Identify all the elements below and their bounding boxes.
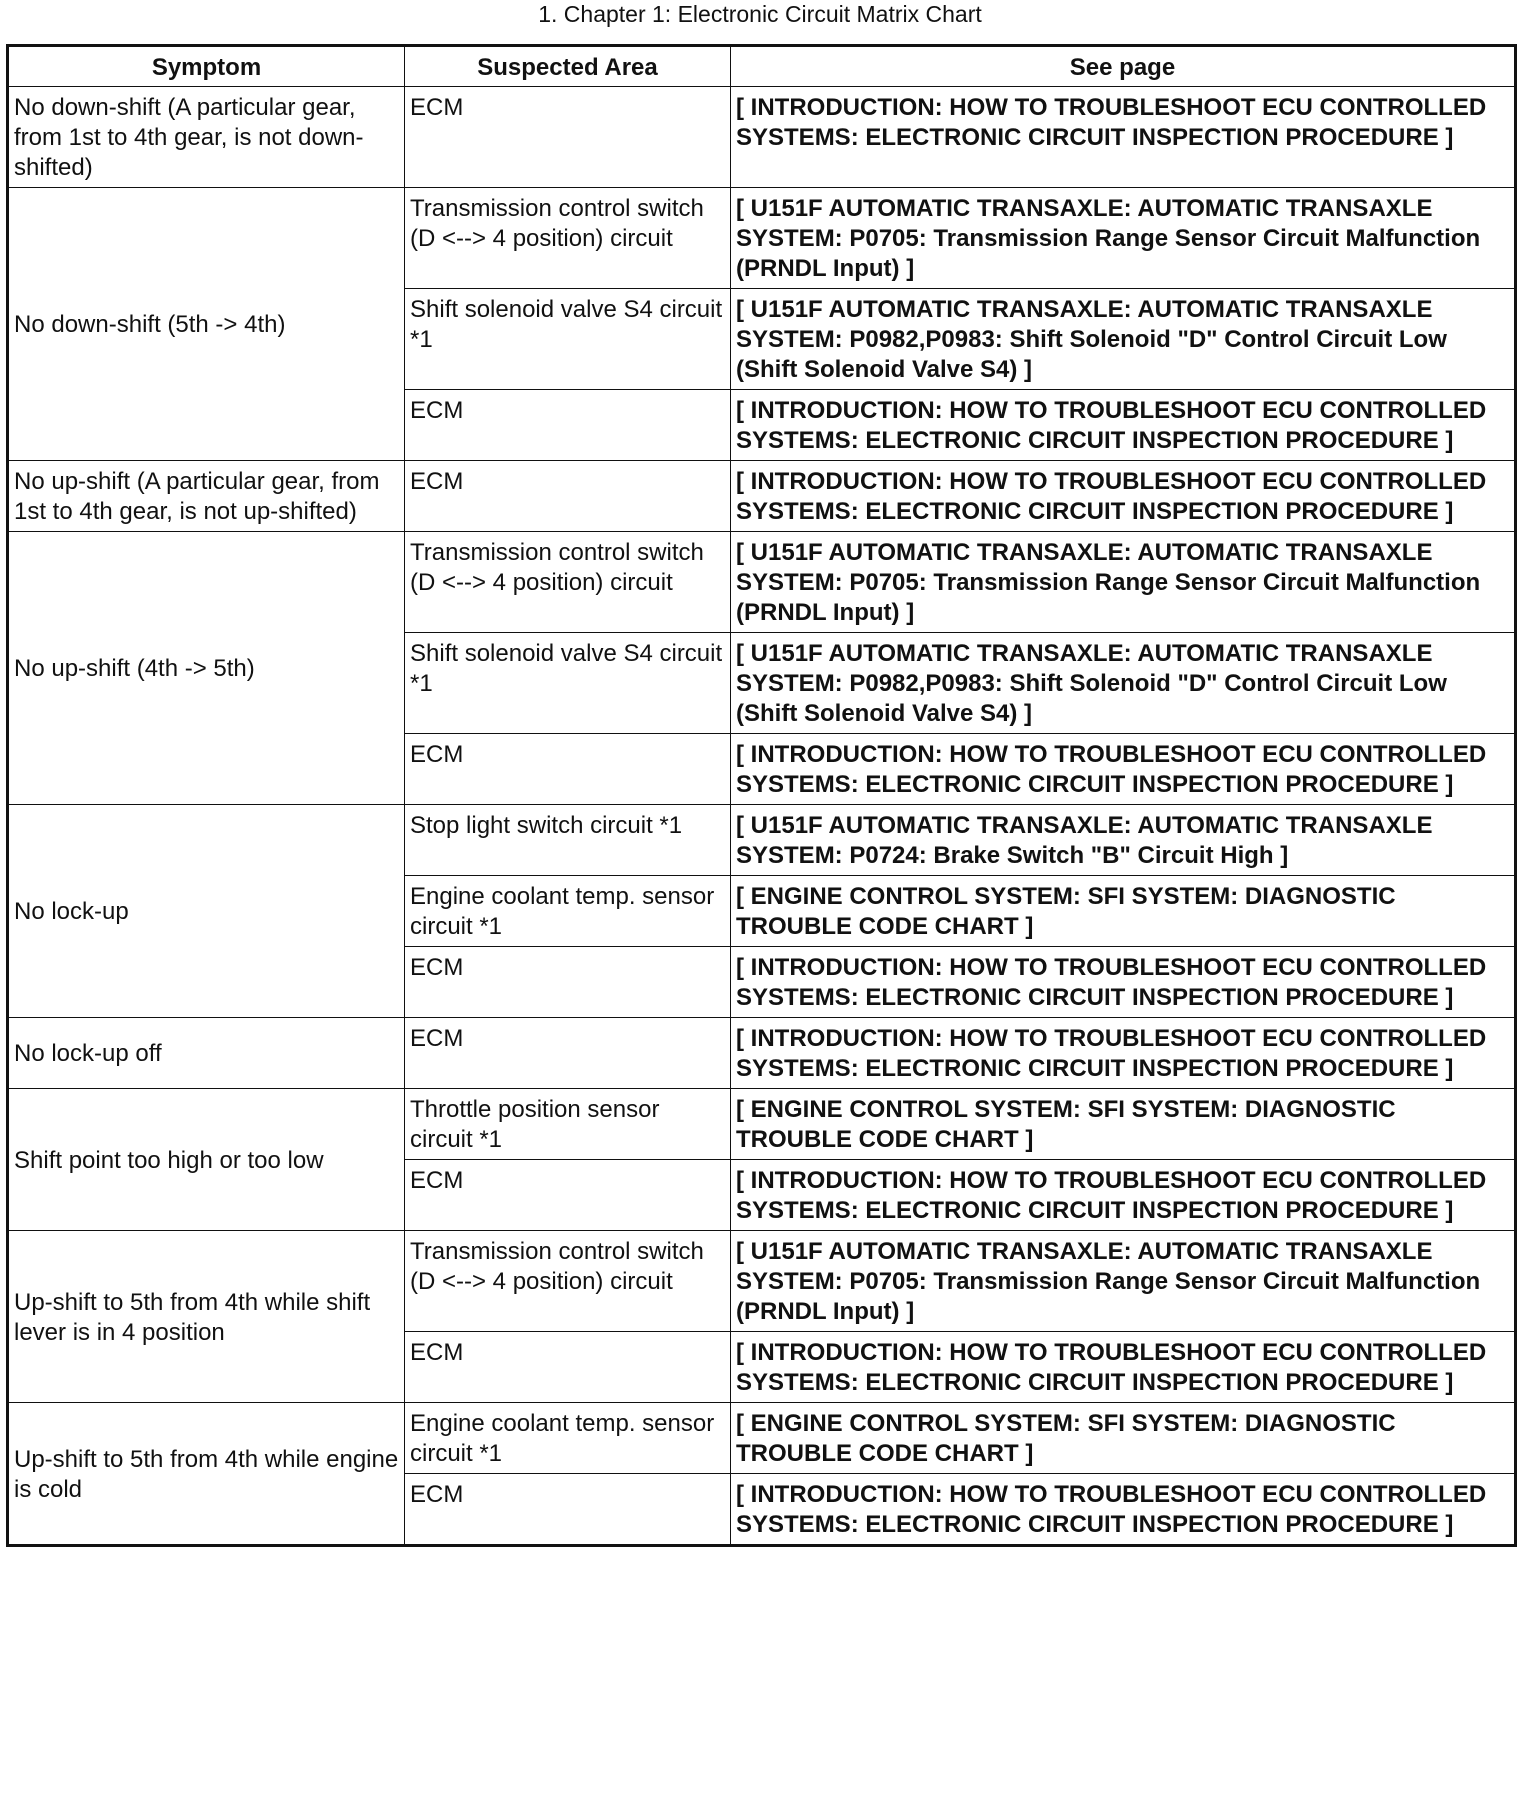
symptom-cell: No up-shift (4th -> 5th) (8, 532, 405, 805)
see-page-link[interactable]: [ ENGINE CONTROL SYSTEM: SFI SYSTEM: DIAGNOSTIC TROUBLE CODE CHART ] (731, 1089, 1516, 1160)
suspected-area-cell: Engine coolant temp. sensor circuit *1 (405, 876, 731, 947)
see-page-link[interactable]: [ INTRODUCTION: HOW TO TROUBLESHOOT ECU CONTROLLED SYSTEMS: ELECTRONIC CIRCUIT INSPECTION PROCEDURE ] (731, 1160, 1516, 1231)
see-page-link[interactable]: [ ENGINE CONTROL SYSTEM: SFI SYSTEM: DIAGNOSTIC TROUBLE CODE CHART ] (731, 1403, 1516, 1474)
see-page-link[interactable]: [ INTRODUCTION: HOW TO TROUBLESHOOT ECU CONTROLLED SYSTEMS: ELECTRONIC CIRCUIT INSPECTION PROCEDURE ] (731, 461, 1516, 532)
symptom-cell: No up-shift (A particular gear, from 1st to 4th gear, is not up-shifted) (8, 461, 405, 532)
table-row (8, 188, 1516, 289)
table-header-row (8, 46, 1516, 87)
table-row (8, 1089, 1516, 1160)
suspected-area-cell: ECM (405, 390, 731, 461)
suspected-area-cell: ECM (405, 1332, 731, 1403)
suspected-area-cell: ECM (405, 734, 731, 805)
see-page-link[interactable]: [ INTRODUCTION: HOW TO TROUBLESHOOT ECU CONTROLLED SYSTEMS: ELECTRONIC CIRCUIT INSPECTION PROCEDURE ] (731, 1474, 1516, 1546)
suspected-area-cell: Transmission control switch (D <--> 4 position) circuit (405, 1231, 731, 1332)
symptom-cell: No lock-up (8, 805, 405, 1018)
see-page-link[interactable]: [ U151F AUTOMATIC TRANSAXLE: AUTOMATIC TRANSAXLE SYSTEM: P0705: Transmission Range Sensor Circuit Malfunction (PRNDL Input) ] (731, 188, 1516, 289)
see-page-link[interactable]: [ U151F AUTOMATIC TRANSAXLE: AUTOMATIC TRANSAXLE SYSTEM: P0724: Brake Switch "B" Circuit High ] (731, 805, 1516, 876)
suspected-area-cell: Stop light switch circuit *1 (405, 805, 731, 876)
suspected-area-cell: Shift solenoid valve S4 circuit *1 (405, 633, 731, 734)
suspected-area-cell: Engine coolant temp. sensor circuit *1 (405, 1403, 731, 1474)
symptom-cell: No down-shift (A particular gear, from 1st to 4th gear, is not down-shifted) (8, 87, 405, 188)
header-see-page: See page (731, 46, 1516, 87)
table-row (8, 1403, 1516, 1474)
see-page-link[interactable]: [ INTRODUCTION: HOW TO TROUBLESHOOT ECU CONTROLLED SYSTEMS: ELECTRONIC CIRCUIT INSPECTION PROCEDURE ] (731, 1332, 1516, 1403)
table-row (8, 1231, 1516, 1332)
suspected-area-cell: Shift solenoid valve S4 circuit *1 (405, 289, 731, 390)
header-symptom: Symptom (8, 46, 405, 87)
see-page-link[interactable]: [ ENGINE CONTROL SYSTEM: SFI SYSTEM: DIAGNOSTIC TROUBLE CODE CHART ] (731, 876, 1516, 947)
see-page-link[interactable]: [ INTRODUCTION: HOW TO TROUBLESHOOT ECU CONTROLLED SYSTEMS: ELECTRONIC CIRCUIT INSPECTION PROCEDURE ] (731, 1018, 1516, 1089)
suspected-area-cell: ECM (405, 1160, 731, 1231)
suspected-area-cell: Transmission control switch (D <--> 4 position) circuit (405, 532, 731, 633)
see-page-link[interactable]: [ INTRODUCTION: HOW TO TROUBLESHOOT ECU CONTROLLED SYSTEMS: ELECTRONIC CIRCUIT INSPECTION PROCEDURE ] (731, 734, 1516, 805)
suspected-area-cell: Throttle position sensor circuit *1 (405, 1089, 731, 1160)
table-row (8, 87, 1516, 188)
see-page-link[interactable]: [ U151F AUTOMATIC TRANSAXLE: AUTOMATIC TRANSAXLE SYSTEM: P0705: Transmission Range Sensor Circuit Malfunction (PRNDL Input) ] (731, 1231, 1516, 1332)
symptom-cell: Up-shift to 5th from 4th while engine is cold (8, 1403, 405, 1546)
table-row (8, 532, 1516, 633)
symptom-cell: Shift point too high or too low (8, 1089, 405, 1231)
suspected-area-cell: ECM (405, 87, 731, 188)
see-page-link[interactable]: [ U151F AUTOMATIC TRANSAXLE: AUTOMATIC TRANSAXLE SYSTEM: P0982,P0983: Shift Solenoid "D" Control Circuit Low (Shift Solenoid Valve S4) ] (731, 633, 1516, 734)
see-page-link[interactable]: [ INTRODUCTION: HOW TO TROUBLESHOOT ECU CONTROLLED SYSTEMS: ELECTRONIC CIRCUIT INSPECTION PROCEDURE ] (731, 390, 1516, 461)
see-page-link[interactable]: [ U151F AUTOMATIC TRANSAXLE: AUTOMATIC TRANSAXLE SYSTEM: P0705: Transmission Range Sensor Circuit Malfunction (PRNDL Input) ] (731, 532, 1516, 633)
see-page-link[interactable]: [ INTRODUCTION: HOW TO TROUBLESHOOT ECU CONTROLLED SYSTEMS: ELECTRONIC CIRCUIT INSPECTION PROCEDURE ] (731, 87, 1516, 188)
circuit-matrix-table (6, 44, 1517, 1547)
symptom-cell: No down-shift (5th -> 4th) (8, 188, 405, 461)
table-row (8, 805, 1516, 876)
see-page-link[interactable]: [ U151F AUTOMATIC TRANSAXLE: AUTOMATIC TRANSAXLE SYSTEM: P0982,P0983: Shift Solenoid "D" Control Circuit Low (Shift Solenoid Valve S4) ] (731, 289, 1516, 390)
symptom-cell: Up-shift to 5th from 4th while shift lever is in 4 position (8, 1231, 405, 1403)
table-row (8, 461, 1516, 532)
page-title: 1. Chapter 1: Electronic Circuit Matrix Chart (538, 1, 982, 27)
table-row (8, 1018, 1516, 1089)
suspected-area-cell: Transmission control switch (D <--> 4 position) circuit (405, 188, 731, 289)
suspected-area-cell: ECM (405, 1018, 731, 1089)
symptom-cell: No lock-up off (8, 1018, 405, 1089)
suspected-area-cell: ECM (405, 461, 731, 532)
suspected-area-cell: ECM (405, 947, 731, 1018)
header-suspected-area: Suspected Area (405, 46, 731, 87)
see-page-link[interactable]: [ INTRODUCTION: HOW TO TROUBLESHOOT ECU CONTROLLED SYSTEMS: ELECTRONIC CIRCUIT INSPECTION PROCEDURE ] (731, 947, 1516, 1018)
suspected-area-cell: ECM (405, 1474, 731, 1546)
